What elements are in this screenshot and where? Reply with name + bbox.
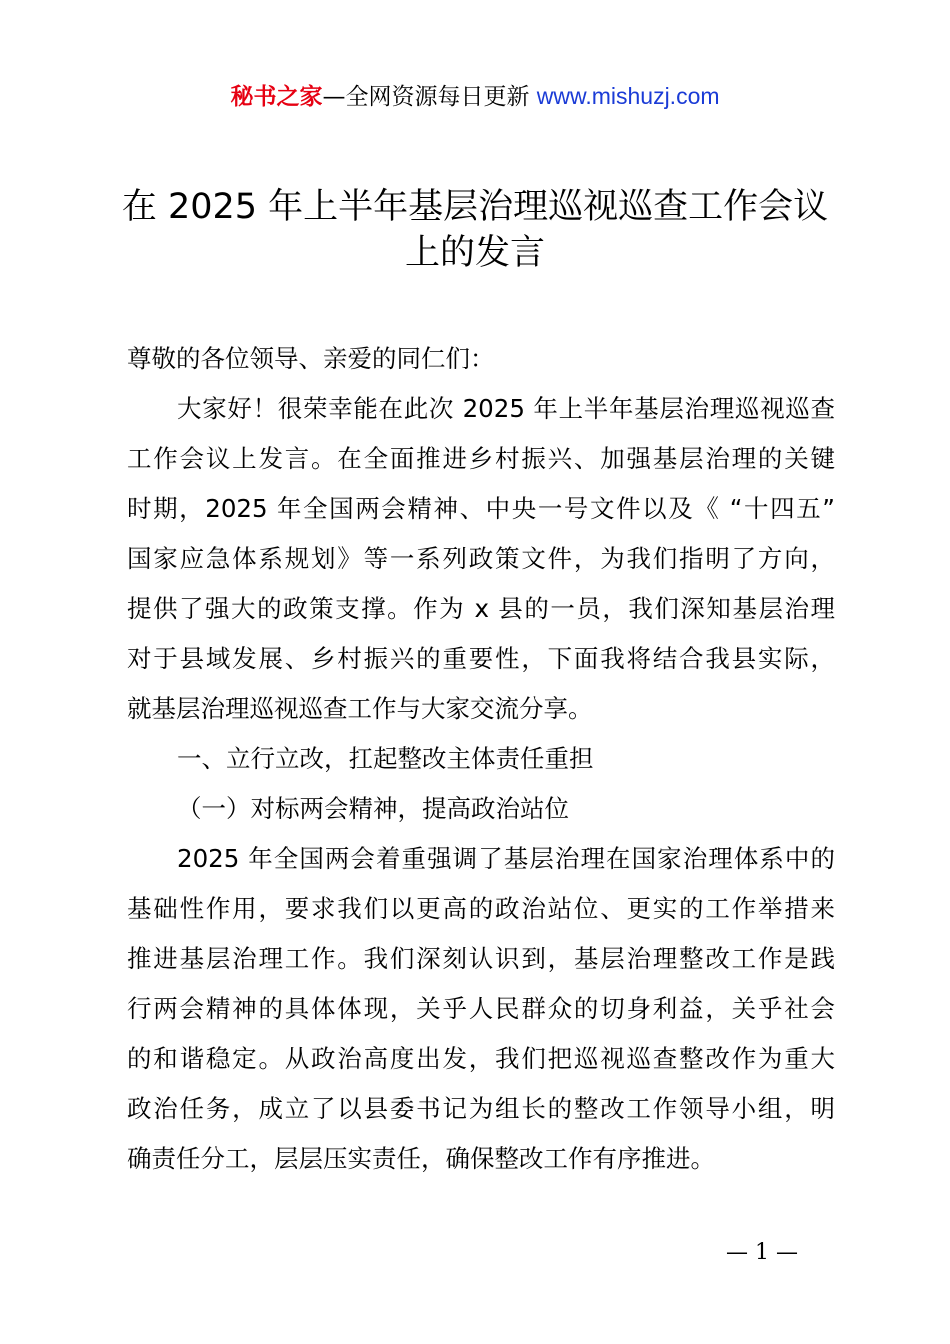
document-body [127,334,835,1184]
paragraph-line: 就基层治理巡视巡查工作与大家交流分享。 [127,694,593,723]
paragraph-line: 2025 年全国两会着重强调了基层治理在国家治理体系中的 [177,844,835,873]
paragraph-line: 基础性作用，要求我们以更高的政治站位、更实的工作举措来 [127,894,835,923]
header-tagline: —全网资源每日更新 [322,84,537,110]
paragraph-section-1 [127,834,835,1184]
paragraph-line: 政治任务，成立了以县委书记为组长的整改工作领导小组，明 [127,1094,835,1123]
document-title [100,184,850,276]
section-heading: 一、立行立改，扛起整改主体责任重担 [177,744,594,773]
site-url-link[interactable]: www.mishuzj.com [536,83,720,109]
title-line-2: 上的发言 [404,233,545,273]
subsection-heading: （一）对标两会精神，提高政治站位 [177,794,569,823]
title-line-1: 在 2025 年上半年基层治理巡视巡查工作会议 [121,187,829,227]
paragraph-line: 工作会议上发言。在全面推进乡村振兴、加强基层治理的关键 [127,444,835,473]
salutation: 尊敬的各位领导、亲爱的同仁们： [127,344,495,373]
paragraph-line: 国家应急体系规划》等一系列政策文件，为我们指明了方向， [127,544,835,573]
paragraph-line: 推进基层治理工作。我们深刻认识到，基层治理整改工作是践 [127,944,835,973]
paragraph-line: 提供了强大的政策支撑。作为 x 县的一员，我们深知基层治理 [127,594,835,623]
paragraph-intro [127,384,835,734]
paragraph-line: 大家好！很荣幸能在此次 2025 年上半年基层治理巡视巡查 [177,394,835,423]
brand-name: 秘书之家 [230,84,323,110]
paragraph-line: 对于县域发展、乡村振兴的重要性，下面我将结合我县实际， [127,644,835,673]
paragraph-line: 行两会精神的具体体现，关乎人民群众的切身利益，关乎社会 [127,994,835,1023]
paragraph-line: 确责任分工，层层压实责任，确保整改工作有序推进。 [127,1144,715,1173]
site-header [0,80,950,113]
page-number: — 1 — [726,1240,798,1265]
paragraph-line: 的和谐稳定。从政治高度出发，我们把巡视巡查整改作为重大 [127,1044,835,1073]
paragraph-line: 时期，2025 年全国两会精神、中央一号文件以及《 “十四五” [127,494,835,523]
